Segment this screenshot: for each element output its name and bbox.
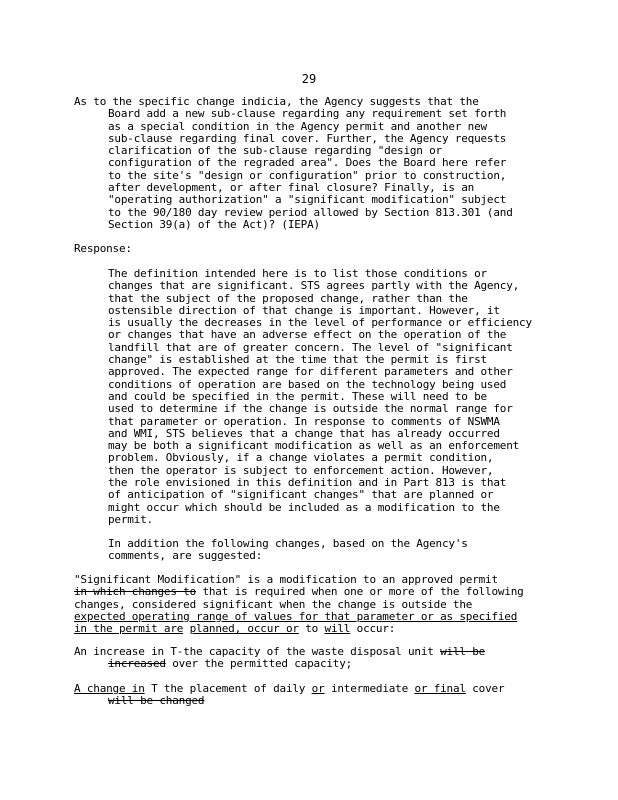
inserted-text: or xyxy=(311,682,325,695)
text-line: to the site's "design or configuration" prior to construction, xyxy=(108,168,507,182)
inserted-text: will xyxy=(324,622,351,636)
definition-line: "Significant Modification" is a modification to an approved permit xyxy=(74,573,498,586)
text-line: The definition intended here is to list those conditions or xyxy=(108,267,487,280)
text-line: that the subject of the proposed change, rather than the xyxy=(108,291,468,305)
text-line: might occur which should be included as a modification to the xyxy=(108,500,500,514)
page-number: 29 xyxy=(301,72,317,86)
text-line: change" is established at the time that the permit is first xyxy=(108,353,487,367)
text-line: problem. Obviously, if a change violates a permit condition, xyxy=(108,451,494,465)
definition-text: to xyxy=(298,622,325,636)
text-line: clarification of the sub-clause regarding "design or xyxy=(108,144,442,158)
text-line: or changes that have an adverse effect on the operation of the xyxy=(108,328,507,342)
text-line: As to the specific change indicia, the Agency suggests that the xyxy=(74,95,479,108)
response-paragraph xyxy=(74,268,564,526)
text-line: after development, or after final closure? Finally, is an xyxy=(108,181,475,195)
definition-line: expected operating range of values for that parameter or as specified xyxy=(74,609,518,623)
item-text: T the placement of daily xyxy=(144,682,312,695)
response-heading: Response: xyxy=(74,242,132,255)
text-line: changes that are significant. STS agrees partly with the Agency, xyxy=(108,279,520,293)
text-line: and WMI, STS believes that a change that has already occurred xyxy=(108,426,500,440)
inserted-text: planned, occur or xyxy=(189,622,299,636)
item-text: intermediate xyxy=(324,682,415,695)
text-line: the role envisioned in this definition and in Part 813 is that xyxy=(108,476,507,490)
definition-line xyxy=(74,623,564,635)
definition-text: occur: xyxy=(350,622,396,636)
inserted-text: or final xyxy=(414,682,466,695)
text-line: approved. The expected range for different parameters and other xyxy=(108,365,513,379)
significant-modification-definition xyxy=(74,574,564,635)
text-line: Board add a new sub-clause regarding any requirement set forth xyxy=(108,107,507,121)
text-line: "operating authorization" a "significant modification" subject xyxy=(108,193,507,207)
text-line: as a special condition in the Agency permit and another new xyxy=(108,119,487,133)
addition-paragraph xyxy=(74,538,564,563)
struck-text: in which changes to xyxy=(74,585,197,599)
text-line: sub-clause regarding final cover. Further, the Agency requests xyxy=(108,131,507,145)
text-line: to the 90/180 day review period allowed by Section 813.301 (and xyxy=(108,205,513,219)
text-line: comments, are suggested: xyxy=(108,549,263,563)
text-line: Section 39(a) of the Act)? (IEPA) xyxy=(108,217,320,231)
text-line: permit. xyxy=(108,512,153,526)
text-line: ostensible direction of that change is important. However, it xyxy=(108,303,500,317)
text-line: then the operator is subject to enforcement action. However, xyxy=(108,463,494,477)
text-line: used to determine if the change is outside the normal range for xyxy=(108,402,513,416)
item-text: over the permitted capacity; xyxy=(165,657,353,671)
text-line: configuration of the regraded area". Does the Board here refer xyxy=(108,156,507,170)
text-line: of anticipation of "significant changes" that are planned or xyxy=(108,488,494,502)
text-line: landfill that are of greater concern. The level of "significant xyxy=(108,340,513,354)
definition-text: that is required when one or more of the following xyxy=(196,585,524,599)
text-line: may be both a significant modification as well as an enforcement xyxy=(108,439,520,453)
agency-comment-paragraph xyxy=(74,96,564,231)
text-line: In addition the following changes, based on the Agency's xyxy=(108,537,468,550)
text-line: conditions of operation are based on the technology being used xyxy=(108,377,507,391)
item-text: cover xyxy=(465,682,505,695)
item-text: An increase in T-the capacity of the waste disposal unit xyxy=(74,645,441,658)
item-cover-change xyxy=(74,683,564,708)
inserted-text: in the permit are xyxy=(74,622,184,636)
item-capacity-increase xyxy=(74,646,564,671)
struck-text: will be xyxy=(440,645,486,658)
item-line xyxy=(74,695,564,707)
definition-line: changes, considered significant when the change is outside the xyxy=(74,597,473,611)
text-line: and could be specified in the permit. These will need to be xyxy=(108,389,487,403)
item-line xyxy=(74,658,564,670)
struck-text: increased xyxy=(108,657,166,671)
text-line: is usually the decreases in the level of performance or efficiency xyxy=(108,316,532,330)
struck-text: will be changed xyxy=(108,694,205,708)
text-line: that parameter or operation. In response to comments of NSWMA xyxy=(108,414,500,428)
inserted-text: A change in xyxy=(74,682,145,695)
definition-line xyxy=(74,586,564,598)
